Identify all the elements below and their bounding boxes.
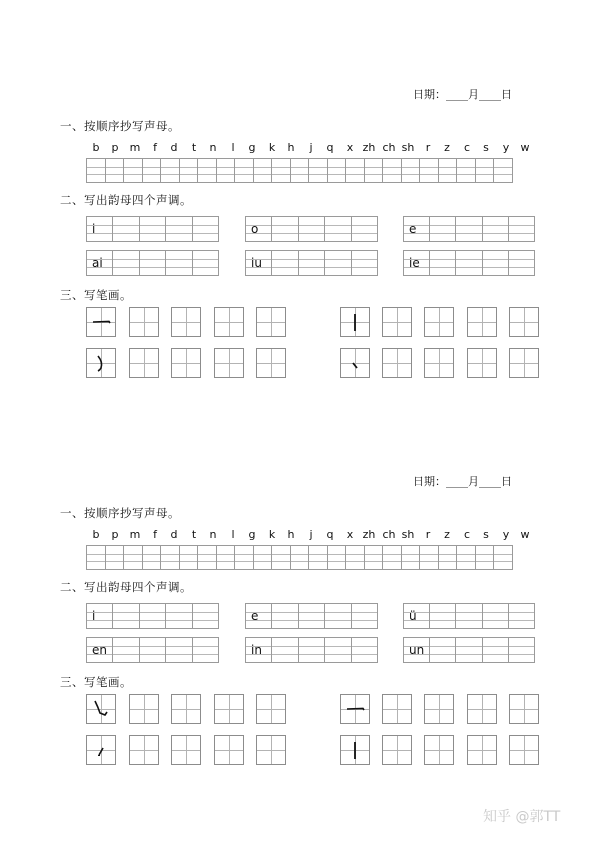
stroke-practice-box[interactable]: [340, 694, 370, 724]
initial-grid-cell[interactable]: [382, 158, 402, 183]
stroke-practice-box[interactable]: [467, 694, 497, 724]
initial-letter: b: [92, 141, 100, 154]
initial-letter: g: [248, 528, 256, 541]
initial-letter: l: [231, 141, 235, 154]
stroke-practice-box[interactable]: [509, 348, 539, 378]
vowel-tone-cell: [429, 604, 455, 628]
initial-letter: y: [502, 141, 510, 154]
stroke-practice-box[interactable]: [214, 694, 244, 724]
initial-letter: z: [444, 528, 450, 541]
initial-grid-cell[interactable]: [105, 158, 125, 183]
initial-letter: r: [425, 528, 431, 541]
stroke-practice-box[interactable]: [256, 348, 286, 378]
vowel-tone-cell: [298, 251, 324, 275]
vowel-tone-cell: [482, 251, 508, 275]
vowel-tone-cell: [351, 604, 377, 628]
vowel-tone-cell: [139, 604, 165, 628]
vowel-tone-cell: [298, 604, 324, 628]
initial-grid-cell[interactable]: [382, 545, 402, 570]
stroke-practice-box[interactable]: [509, 694, 539, 724]
vowel-tone-cell: [482, 604, 508, 628]
stroke-practice-box[interactable]: [382, 694, 412, 724]
initial-letter: c: [463, 141, 471, 154]
initial-grid-cell[interactable]: [438, 158, 458, 183]
initial-letter: w: [520, 528, 530, 541]
vowel-tone-cell: [165, 251, 191, 275]
vowel-tone-cell: [271, 217, 297, 241]
vowel-tone-cell: [271, 604, 297, 628]
vowel-label: e: [251, 609, 259, 623]
vowel-tone-box[interactable]: [245, 250, 378, 276]
vowel-label: i: [92, 222, 96, 236]
vowel-tone-cell: [112, 604, 138, 628]
vowel-tone-cell: [455, 217, 481, 241]
initial-grid-cell[interactable]: [253, 158, 273, 183]
initial-letter: t: [191, 528, 197, 541]
initial-letter: f: [153, 141, 157, 154]
vowel-tone-cell: [192, 638, 218, 662]
initial-grid-cell[interactable]: [271, 158, 291, 183]
stroke-practice-box[interactable]: [340, 348, 370, 378]
vowel-tone-box[interactable]: [245, 637, 378, 663]
date-line: 日期：____月____日: [413, 88, 512, 101]
section-title-initials: 一、按顺序抄写声母。: [60, 506, 180, 520]
initial-letter: x: [346, 528, 354, 541]
vowel-label: in: [251, 643, 262, 657]
initial-letter: h: [287, 141, 295, 154]
initial-letter: q: [326, 528, 334, 541]
initial-grid-cell[interactable]: [234, 158, 254, 183]
initial-letter: m: [129, 528, 141, 541]
vowel-tone-box[interactable]: [86, 637, 219, 663]
stroke-practice-box[interactable]: [129, 735, 159, 765]
initial-grid-cell[interactable]: [271, 545, 291, 570]
vowel-tone-cell: [404, 217, 429, 241]
initial-grid-cell[interactable]: [290, 545, 310, 570]
vowel-tone-cell: [508, 604, 534, 628]
initial-grid-cell[interactable]: [197, 158, 217, 183]
vowel-tone-cell: [351, 638, 377, 662]
initial-grid-cell[interactable]: [160, 158, 180, 183]
stroke-practice-box[interactable]: [340, 735, 370, 765]
initial-letter: j: [309, 528, 313, 541]
initial-grid-cell[interactable]: [105, 545, 125, 570]
vowel-tone-cell: [112, 638, 138, 662]
initial-grid-cell[interactable]: [216, 545, 236, 570]
initial-grid-cell[interactable]: [327, 545, 347, 570]
initial-grid-cell[interactable]: [456, 545, 476, 570]
initial-letter: p: [111, 528, 119, 541]
vowel-tone-cell: [139, 251, 165, 275]
section-title-tones: 二、写出韵母四个声调。: [60, 193, 192, 207]
vowel-tone-cell: [508, 251, 534, 275]
vowel-tone-cell: [192, 251, 218, 275]
stroke-practice-box[interactable]: [382, 348, 412, 378]
initial-grid-cell[interactable]: [364, 545, 384, 570]
stroke-practice-box[interactable]: [424, 348, 454, 378]
stroke-practice-box[interactable]: [340, 307, 370, 337]
initial-letter: sh: [401, 528, 415, 541]
initial-grid-cell[interactable]: [216, 158, 236, 183]
initial-letter: c: [463, 528, 471, 541]
stroke-practice-box[interactable]: [467, 307, 497, 337]
vowel-tone-cell: [271, 251, 297, 275]
stroke-practice-box[interactable]: [424, 694, 454, 724]
stroke-practice-box[interactable]: [214, 735, 244, 765]
vowel-label: o: [251, 222, 259, 236]
initial-letter: l: [231, 528, 235, 541]
vowel-label: un: [409, 643, 425, 657]
stroke-practice-box[interactable]: [256, 694, 286, 724]
stroke-practice-box[interactable]: [86, 348, 116, 378]
vowel-tone-cell: [87, 217, 112, 241]
vowel-tone-cell: [165, 638, 191, 662]
initial-grid-cell[interactable]: [475, 158, 495, 183]
date-line: 日期：____月____日: [413, 475, 512, 488]
initial-letter: n: [209, 528, 217, 541]
initial-grid-cell[interactable]: [290, 158, 310, 183]
initial-letter: r: [425, 141, 431, 154]
initial-letter: b: [92, 528, 100, 541]
vowel-tone-cell: [482, 638, 508, 662]
initial-grid-cell[interactable]: [493, 158, 513, 183]
initial-letter: sh: [401, 141, 415, 154]
stroke-practice-box[interactable]: [129, 694, 159, 724]
vowel-tone-box[interactable]: [245, 216, 378, 242]
watermark-text: 知乎 @郭TT: [483, 809, 561, 825]
initial-grid-cell[interactable]: [419, 545, 439, 570]
initial-letter: z: [444, 141, 450, 154]
vowel-tone-cell: [298, 217, 324, 241]
stroke-practice-box[interactable]: [171, 694, 201, 724]
initial-grid-cell[interactable]: [123, 545, 143, 570]
vowel-tone-cell: [246, 217, 271, 241]
vowel-tone-cell: [298, 638, 324, 662]
initial-letter: f: [153, 528, 157, 541]
vowel-tone-cell: [324, 251, 350, 275]
initial-grid-cell[interactable]: [123, 158, 143, 183]
vowel-tone-cell: [139, 638, 165, 662]
initials-writing-grid: [86, 545, 513, 570]
vowel-tone-cell: [165, 604, 191, 628]
initial-grid-cell[interactable]: [179, 158, 199, 183]
vowel-tone-cell: [351, 217, 377, 241]
vowel-tone-cell: [455, 604, 481, 628]
vowel-label: e: [409, 222, 417, 236]
stroke-practice-box[interactable]: [467, 348, 497, 378]
stroke-practice-box[interactable]: [256, 307, 286, 337]
initials-writing-grid: [86, 158, 513, 183]
initial-grid-cell[interactable]: [345, 545, 365, 570]
initial-letter: ch: [382, 528, 396, 541]
stroke-practice-box[interactable]: [171, 735, 201, 765]
initial-grid-cell[interactable]: [456, 158, 476, 183]
vowel-label: ü: [409, 609, 417, 623]
vowel-tone-box[interactable]: [245, 603, 378, 629]
vowel-tone-cell: [482, 217, 508, 241]
stroke-practice-box[interactable]: [86, 735, 116, 765]
initial-grid-cell[interactable]: [493, 545, 513, 570]
section-title-strokes: 三、写笔画。: [60, 675, 132, 689]
initial-grid-cell[interactable]: [419, 158, 439, 183]
vowel-tone-cell: [165, 217, 191, 241]
vowel-tone-cell: [192, 604, 218, 628]
stroke-practice-box[interactable]: [382, 735, 412, 765]
vowel-tone-cell: [508, 217, 534, 241]
initial-letter: h: [287, 528, 295, 541]
vowel-label: en: [92, 643, 107, 657]
initial-grid-cell[interactable]: [197, 545, 217, 570]
initial-letter: t: [191, 141, 197, 154]
initial-letter: zh: [362, 528, 376, 541]
stroke-practice-box[interactable]: [171, 307, 201, 337]
initial-letter: w: [520, 141, 530, 154]
vowel-tone-cell: [324, 604, 350, 628]
initial-letter: d: [170, 528, 178, 541]
initial-grid-cell[interactable]: [308, 158, 328, 183]
vowel-tone-box[interactable]: [86, 603, 219, 629]
stroke-practice-box[interactable]: [467, 735, 497, 765]
initial-letter: s: [483, 141, 489, 154]
initial-grid-cell[interactable]: [401, 158, 421, 183]
initial-grid-cell[interactable]: [345, 158, 365, 183]
section-title-strokes: 三、写笔画。: [60, 288, 132, 302]
stroke-practice-box[interactable]: [86, 307, 116, 337]
initial-letter: ch: [382, 141, 396, 154]
initial-grid-cell[interactable]: [160, 545, 180, 570]
stroke-practice-box[interactable]: [509, 735, 539, 765]
stroke-practice-box[interactable]: [214, 348, 244, 378]
vowel-tone-cell: [455, 638, 481, 662]
stroke-practice-box[interactable]: [424, 307, 454, 337]
stroke-practice-box[interactable]: [509, 307, 539, 337]
initial-letter: j: [309, 141, 313, 154]
vowel-label: ie: [409, 256, 420, 270]
initial-grid-cell[interactable]: [142, 545, 162, 570]
initial-grid-cell[interactable]: [234, 545, 254, 570]
initial-letter: y: [502, 528, 510, 541]
stroke-practice-box[interactable]: [214, 307, 244, 337]
vowel-tone-cell: [351, 251, 377, 275]
vowel-tone-cell: [429, 251, 455, 275]
initial-grid-cell[interactable]: [179, 545, 199, 570]
vowel-tone-cell: [324, 638, 350, 662]
initial-grid-cell[interactable]: [475, 545, 495, 570]
initial-grid-cell[interactable]: [327, 158, 347, 183]
initial-grid-cell[interactable]: [86, 158, 106, 183]
vowel-tone-cell: [192, 217, 218, 241]
vowel-tone-box[interactable]: [403, 637, 535, 663]
initial-letter: n: [209, 141, 217, 154]
initial-grid-cell[interactable]: [308, 545, 328, 570]
initial-letter: q: [326, 141, 334, 154]
vowel-tone-cell: [112, 251, 138, 275]
stroke-practice-box[interactable]: [382, 307, 412, 337]
vowel-tone-box[interactable]: [86, 250, 219, 276]
stroke-practice-box[interactable]: [129, 307, 159, 337]
initial-letter: d: [170, 141, 178, 154]
section-title-initials: 一、按顺序抄写声母。: [60, 119, 180, 133]
vowel-label: i: [92, 609, 96, 623]
initial-grid-cell[interactable]: [401, 545, 421, 570]
stroke-practice-box[interactable]: [171, 348, 201, 378]
section-title-tones: 二、写出韵母四个声调。: [60, 580, 192, 594]
vowel-tone-box[interactable]: [403, 216, 535, 242]
initial-grid-cell[interactable]: [253, 545, 273, 570]
stroke-practice-box[interactable]: [256, 735, 286, 765]
vowel-tone-box[interactable]: [403, 250, 535, 276]
vowel-tone-cell: [508, 638, 534, 662]
vowel-tone-cell: [112, 217, 138, 241]
vowel-tone-box[interactable]: [403, 603, 535, 629]
initial-grid-cell[interactable]: [86, 545, 106, 570]
vowel-tone-cell: [271, 638, 297, 662]
vowel-label: ai: [92, 256, 103, 270]
vowel-tone-cell: [324, 217, 350, 241]
initial-grid-cell[interactable]: [142, 158, 162, 183]
initial-letter: s: [483, 528, 489, 541]
initial-letter: k: [268, 141, 276, 154]
stroke-practice-box[interactable]: [86, 694, 116, 724]
vowel-tone-cell: [455, 251, 481, 275]
initial-grid-cell[interactable]: [438, 545, 458, 570]
initial-letter: x: [346, 141, 354, 154]
vowel-tone-cell: [429, 217, 455, 241]
initial-letter: m: [129, 141, 141, 154]
initial-grid-cell[interactable]: [364, 158, 384, 183]
initial-letter: k: [268, 528, 276, 541]
vowel-tone-cell: [246, 604, 271, 628]
vowel-tone-cell: [139, 217, 165, 241]
stroke-practice-box[interactable]: [129, 348, 159, 378]
vowel-tone-cell: [87, 604, 112, 628]
initial-letter: p: [111, 141, 119, 154]
vowel-label: iu: [251, 256, 262, 270]
stroke-practice-box[interactable]: [424, 735, 454, 765]
vowel-tone-cell: [429, 638, 455, 662]
vowel-tone-box[interactable]: [86, 216, 219, 242]
initial-letter: g: [248, 141, 256, 154]
initial-letter: zh: [362, 141, 376, 154]
